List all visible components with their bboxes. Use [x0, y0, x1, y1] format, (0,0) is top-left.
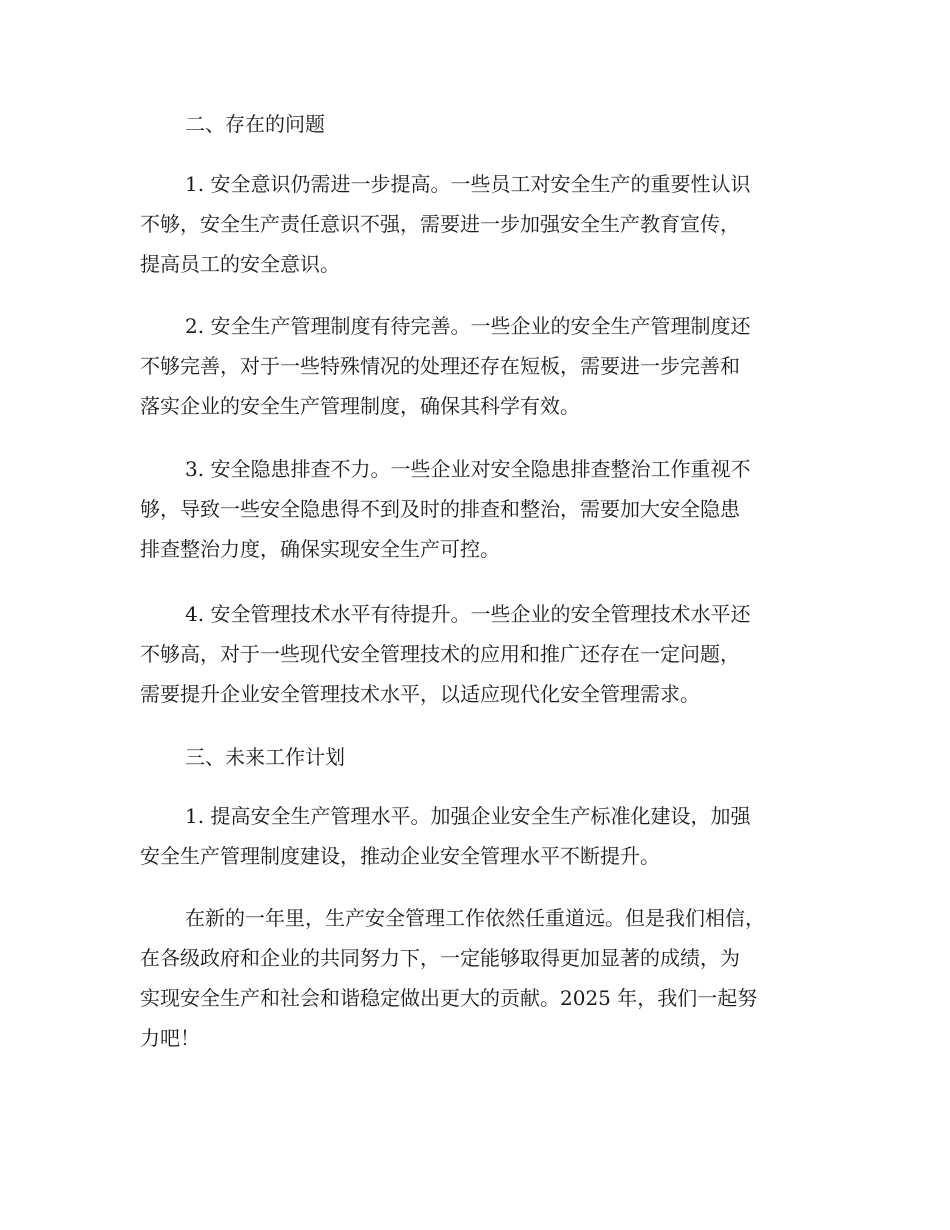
paragraph-problem-4-line-3: 需要提升企业安全管理技术水平，以适应现代化安全管理需求。 [140, 682, 700, 706]
paragraph-closing-line-3: 实现安全生产和社会和谐稳定做出更大的贡献。2025 年，我们一起努 [140, 986, 758, 1010]
paragraph-closing-line-2: 在各级政府和企业的共同努力下，一定能够取得更加显著的成绩，为 [140, 946, 740, 970]
paragraph-problem-3-line-3: 排查整治力度，确保实现安全生产可控。 [140, 537, 500, 561]
paragraph-problem-1-line-3: 提高员工的安全意识。 [140, 252, 340, 276]
paragraph-problem-2-line-3: 落实企业的安全生产管理制度，确保其科学有效。 [140, 394, 580, 418]
paragraph-problem-2-line-2: 不够完善，对于一些特殊情况的处理还存在短板，需要进一步完善和 [140, 354, 740, 378]
paragraph-plan-1-line-1: 1. 提高安全生产管理水平。加强企业安全生产标准化建设，加强 [185, 804, 751, 828]
paragraph-problem-4-line-1: 4. 安全管理技术水平有待提升。一些企业的安全管理技术水平还 [185, 602, 751, 626]
paragraph-problem-3-line-1: 3. 安全隐患排查不力。一些企业对安全隐患排查整治工作重视不 [185, 457, 751, 481]
paragraph-closing-line-4: 力吧！ [140, 1026, 200, 1050]
paragraph-problem-4-line-2: 不够高，对于一些现代安全管理技术的应用和推广还存在一定问题， [140, 642, 740, 666]
paragraph-closing-line-1: 在新的一年里，生产安全管理工作依然任重道远。但是我们相信， [185, 906, 765, 930]
section-heading-plan: 三、未来工作计划 [185, 745, 345, 769]
paragraph-problem-1-line-1: 1. 安全意识仍需进一步提高。一些员工对安全生产的重要性认识 [185, 172, 751, 196]
paragraph-plan-1-line-2: 安全生产管理制度建设，推动企业安全管理水平不断提升。 [140, 844, 660, 868]
paragraph-problem-1-line-2: 不够，安全生产责任意识不强，需要进一步加强安全生产教育宣传， [140, 212, 740, 236]
paragraph-problem-3-line-2: 够，导致一些安全隐患得不到及时的排查和整治，需要加大安全隐患 [140, 497, 740, 521]
paragraph-problem-2-line-1: 2. 安全生产管理制度有待完善。一些企业的安全生产管理制度还 [185, 314, 751, 338]
section-heading-problems: 二、存在的问题 [185, 112, 325, 136]
